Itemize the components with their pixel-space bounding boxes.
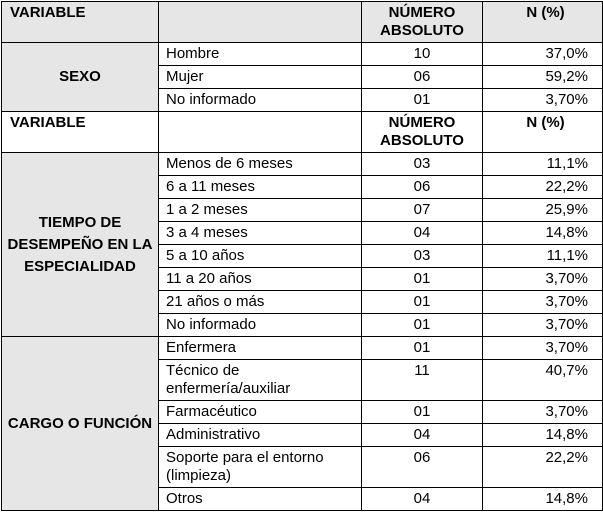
header-row <box>2 112 603 153</box>
row-absolute: 03 <box>362 153 483 176</box>
row-percent: 25,9% <box>483 199 603 222</box>
row-absolute: 04 <box>362 488 483 511</box>
header-absolute: NÚMERO ABSOLUTO <box>362 112 483 153</box>
row-category: Otros <box>159 488 362 511</box>
row-absolute: 10 <box>362 43 483 66</box>
row-category: 11 a 20 años <box>159 268 362 291</box>
row-absolute: 01 <box>362 268 483 291</box>
table-row <box>2 43 603 66</box>
row-percent: 3,70% <box>483 291 603 314</box>
group-label-cargo: CARGO O FUNCIÓN <box>2 337 159 511</box>
header-variable: VARIABLE <box>2 112 159 153</box>
row-absolute: 06 <box>362 66 483 89</box>
row-percent: 22,2% <box>483 176 603 199</box>
row-category: Mujer <box>159 66 362 89</box>
row-percent: 3,70% <box>483 89 603 112</box>
row-absolute: 01 <box>362 291 483 314</box>
row-percent: 14,8% <box>483 222 603 245</box>
row-category: No informado <box>159 314 362 337</box>
row-percent: 22,2% <box>483 447 603 488</box>
header-blank <box>159 112 362 153</box>
row-absolute: 01 <box>362 401 483 424</box>
row-percent: 11,1% <box>483 153 603 176</box>
row-category: Enfermera <box>159 337 362 360</box>
row-category: Farmacéutico <box>159 401 362 424</box>
row-percent: 3,70% <box>483 401 603 424</box>
row-absolute: 06 <box>362 447 483 488</box>
table-row <box>2 337 603 360</box>
row-percent: 37,0% <box>483 43 603 66</box>
row-category: No informado <box>159 89 362 112</box>
demographics-table <box>1 1 603 511</box>
row-percent: 3,70% <box>483 337 603 360</box>
row-category: 1 a 2 meses <box>159 199 362 222</box>
row-category: Administrativo <box>159 424 362 447</box>
header-percent: N (%) <box>483 2 603 43</box>
row-category: Hombre <box>159 43 362 66</box>
header-percent: N (%) <box>483 112 603 153</box>
row-category: 5 a 10 años <box>159 245 362 268</box>
row-absolute: 04 <box>362 222 483 245</box>
header-variable: VARIABLE <box>2 2 159 43</box>
table-row <box>2 153 603 176</box>
row-absolute: 07 <box>362 199 483 222</box>
header-absolute: NÚMERO ABSOLUTO <box>362 2 483 43</box>
row-category: 21 años o más <box>159 291 362 314</box>
row-absolute: 06 <box>362 176 483 199</box>
group-label-tiempo: TIEMPO DE DESEMPEÑO EN LA ESPECIALIDAD <box>2 153 159 337</box>
row-absolute: 03 <box>362 245 483 268</box>
row-percent: 3,70% <box>483 314 603 337</box>
row-percent: 14,8% <box>483 488 603 511</box>
row-absolute: 04 <box>362 424 483 447</box>
row-category: Menos de 6 meses <box>159 153 362 176</box>
row-percent: 40,7% <box>483 360 603 401</box>
row-absolute: 11 <box>362 360 483 401</box>
row-absolute: 01 <box>362 89 483 112</box>
row-percent: 14,8% <box>483 424 603 447</box>
header-row <box>2 2 603 43</box>
row-category: 6 a 11 meses <box>159 176 362 199</box>
group-label-sexo: SEXO <box>2 43 159 112</box>
row-absolute: 01 <box>362 314 483 337</box>
row-percent: 11,1% <box>483 245 603 268</box>
header-blank <box>159 2 362 43</box>
row-percent: 3,70% <box>483 268 603 291</box>
row-category: Técnico de enfermería/auxiliar <box>159 360 362 401</box>
row-category: Soporte para el entorno (limpieza) <box>159 447 362 488</box>
row-category: 3 a 4 meses <box>159 222 362 245</box>
row-percent: 59,2% <box>483 66 603 89</box>
row-absolute: 01 <box>362 337 483 360</box>
